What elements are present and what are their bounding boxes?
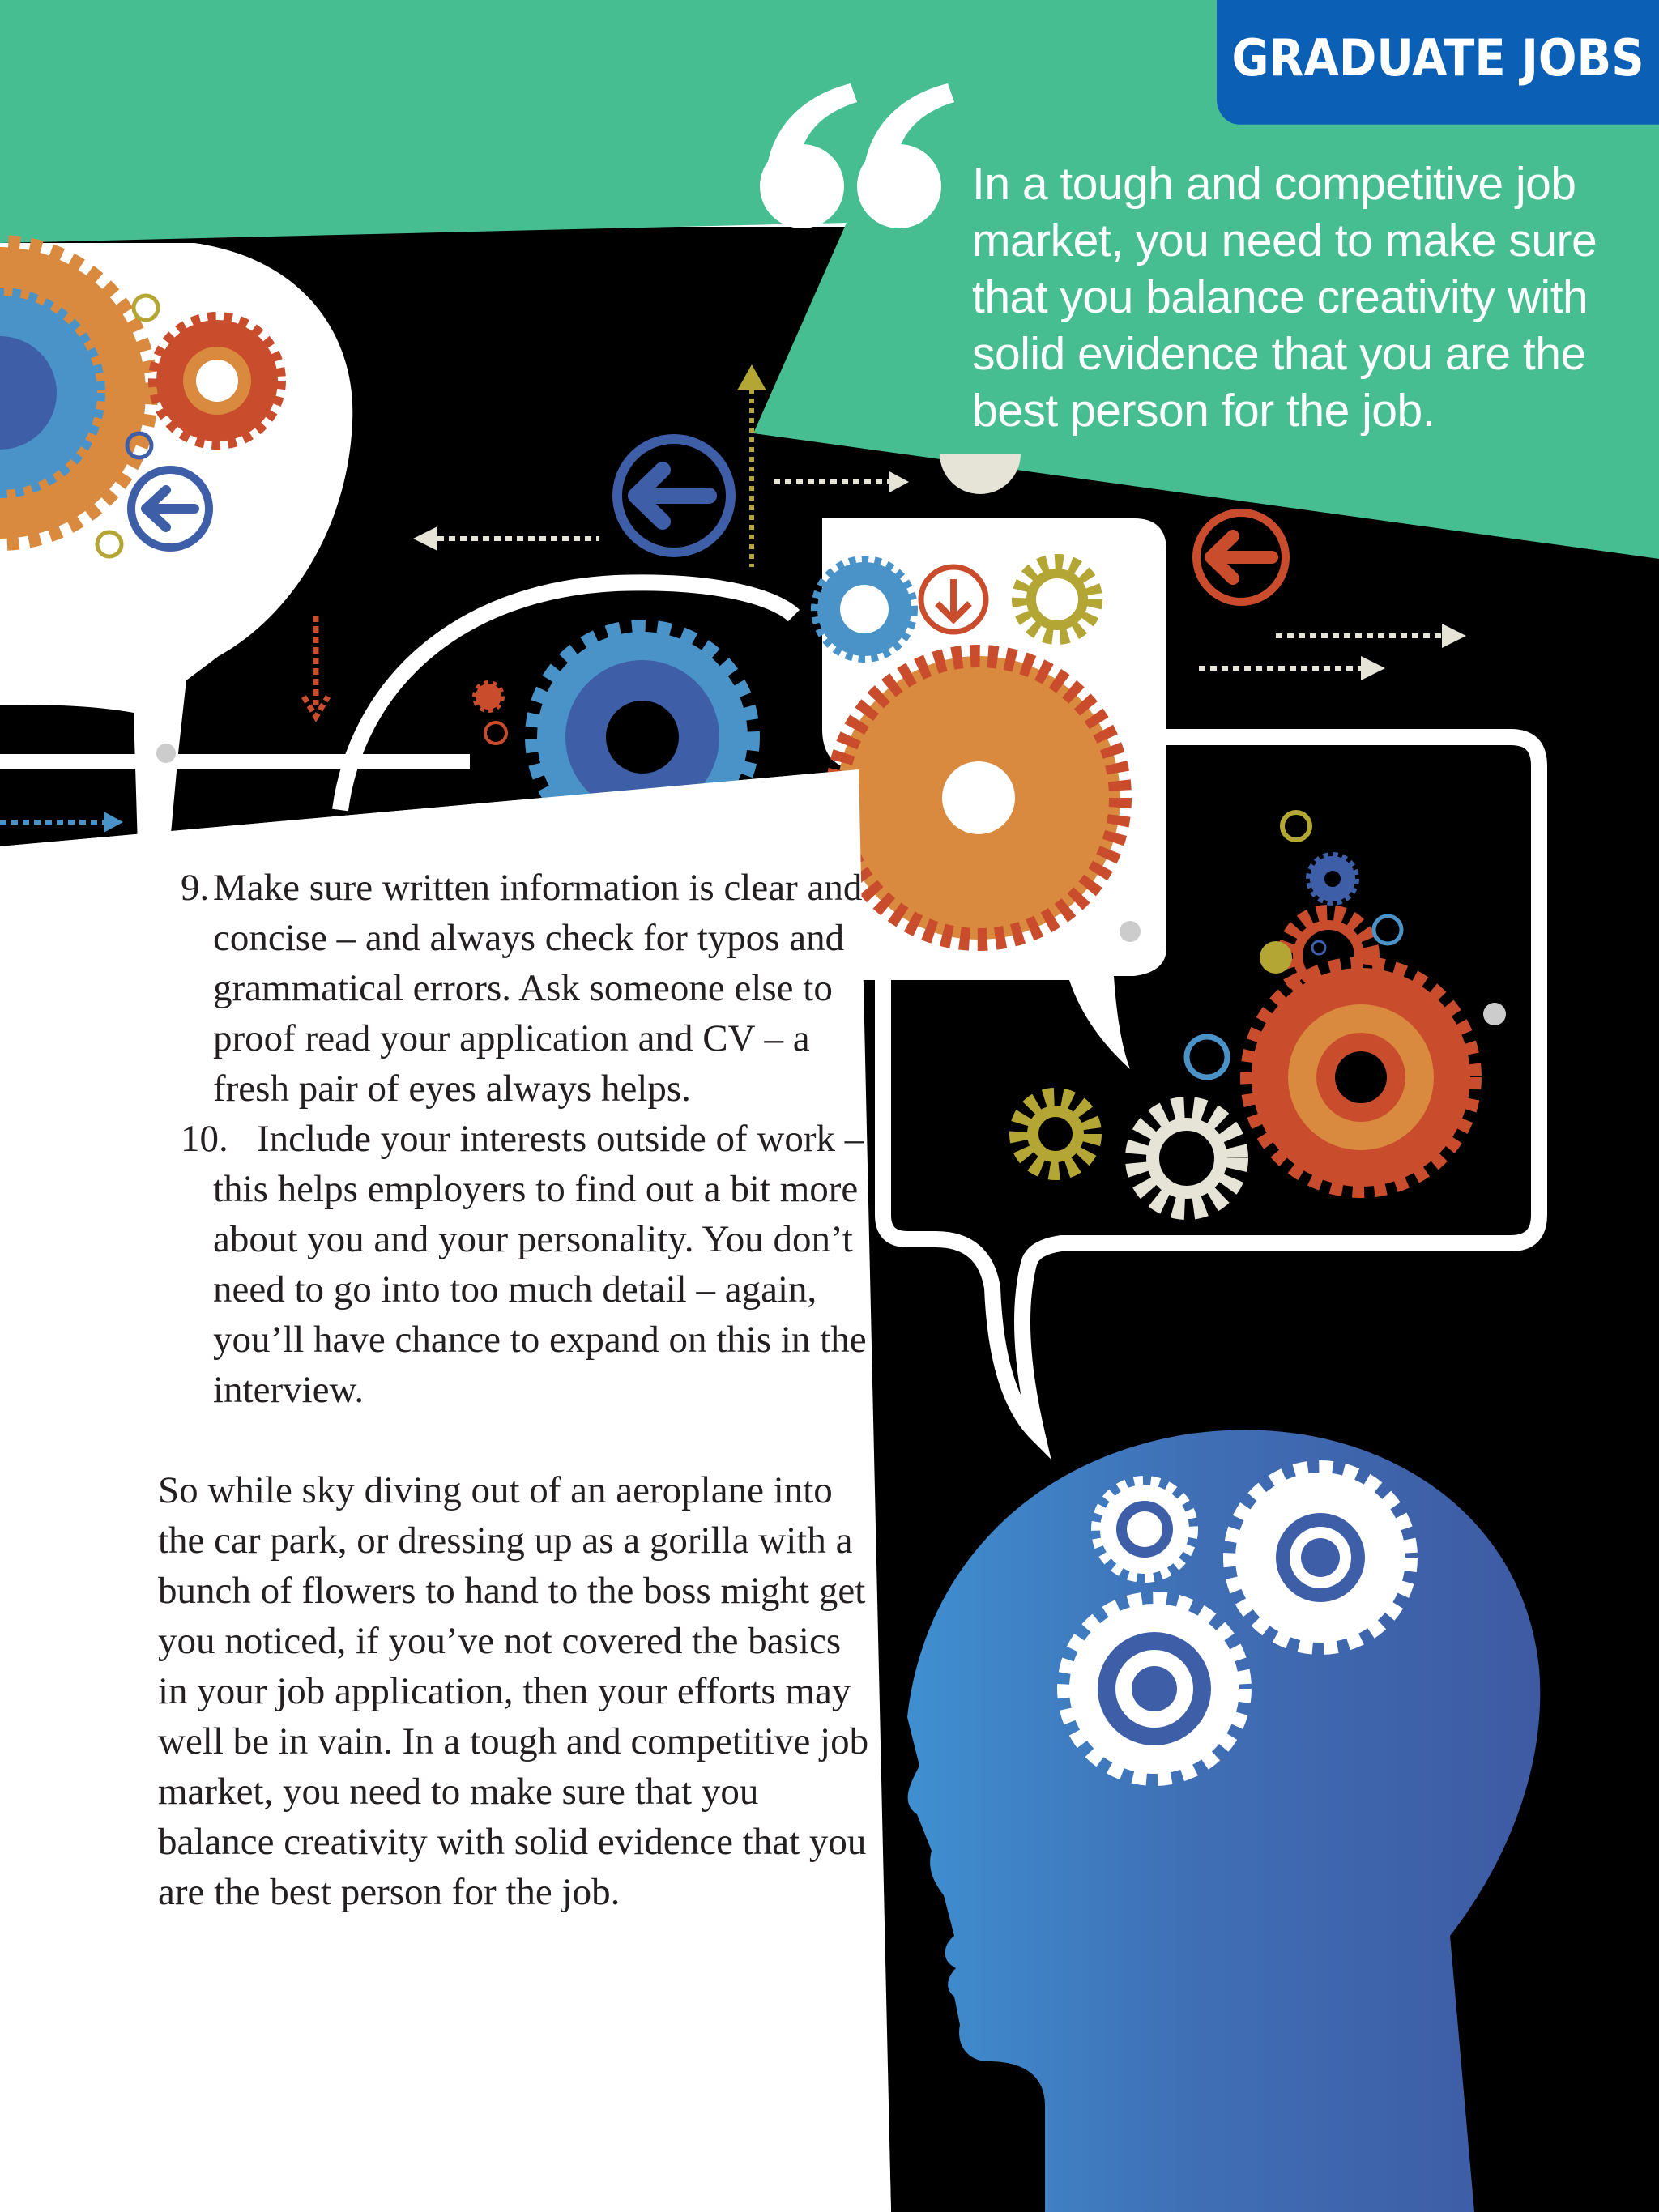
gear-icon [1310,856,1355,901]
pull-quote: In a tough and competitive job market, you need to make sure that you balance creativity with solid evidence that you are the best person for the job. [972,158,1597,437]
article-body [158,863,871,1917]
gear-icon [837,656,1120,940]
closing-paragraph: So while sky diving out of an aeroplane into the car park, or dressing up as a gorilla with a bunch of flowers to hand to the boss might get you noticed, if you’ve not covered the basics in your job application, then your efforts may well be in vain. In a tough and competitive job market, you need to make sure that you balance creativity with solid evidence that you are the best person for the job. [158,1469,869,1913]
gear-icon [1252,968,1470,1187]
gear-icon [1235,1473,1405,1643]
down-arrow-icon [921,567,986,632]
tip-text: Make sure written information is clear and concise – and always check for typos and grammatical errors. Ask someone else to proof read your application and CV – a fresh pair of eyes always helps. [213,867,863,1110]
tip-item [158,863,871,1114]
gear-icon [1069,1604,1239,1774]
tip-number: 10. [181,1118,228,1160]
gear-icon [1100,1485,1189,1574]
gear-icon [156,320,278,441]
section-tab: GRADUATE JOBS [1217,0,1659,125]
gear-icon [817,562,911,656]
tip-number: 9. [181,867,210,909]
tip-item [158,1114,871,1415]
gear-icon [1021,563,1094,636]
tip-text: Include your interests outside of work – this helps employers to find out a bit more about you and your personality. You don’t need to go into too much detail – again, you’ll have chance to expand on this in the interview. [213,1118,867,1411]
left-arrow-icon [131,470,209,548]
